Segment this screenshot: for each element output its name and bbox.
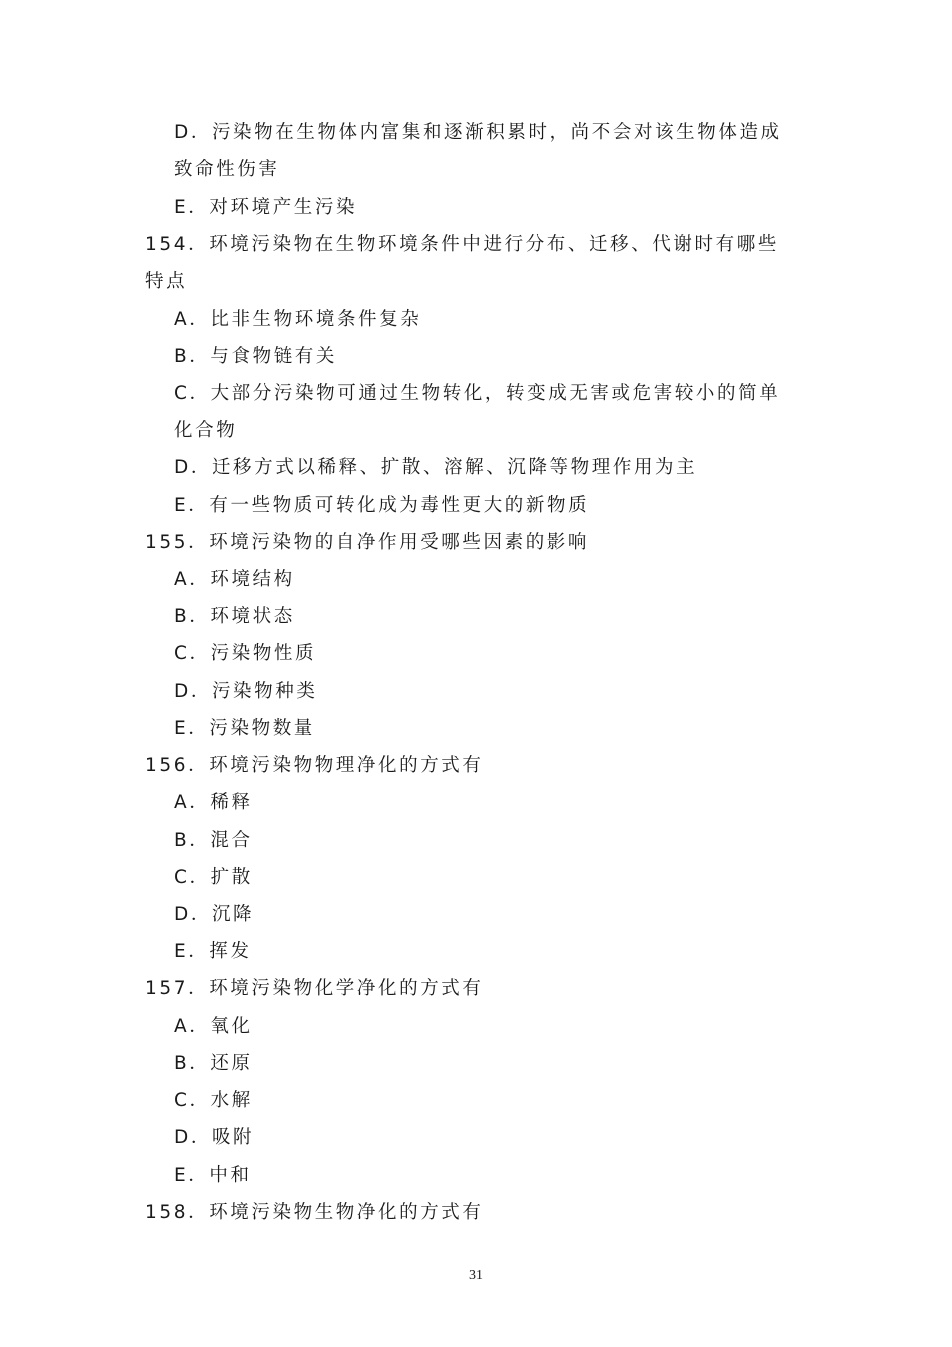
question-158: 158．环境污染物生物净化的方式有 [145, 1202, 484, 1223]
option-a-154: A．比非生物环境条件复杂 [174, 309, 422, 330]
option-e-157: E．中和 [174, 1165, 252, 1186]
option-d-155: D．污染物种类 [174, 681, 318, 702]
option-c-156: C．扩散 [174, 867, 253, 888]
question-157: 157．环境污染物化学净化的方式有 [145, 978, 484, 999]
option-c-154: C．大部分污染物可通过生物转化，转变成无害或危害较小的简单 [174, 383, 781, 404]
option-a-156: A．稀释 [174, 792, 253, 813]
option-a-155: A．环境结构 [174, 569, 295, 590]
question-154: 154．环境污染物在生物环境条件中进行分布、迁移、代谢时有哪些 [145, 234, 779, 255]
option-e-153: E．对环境产生污染 [174, 197, 358, 218]
option-d-153-cont: 致命性伤害 [174, 159, 280, 180]
question-154-cont: 特点 [145, 271, 188, 292]
option-e-156: E．挥发 [174, 941, 252, 962]
option-d-157: D．吸附 [174, 1127, 255, 1148]
option-c-154-cont: 化合物 [174, 420, 238, 441]
question-155: 155．环境污染物的自净作用受哪些因素的影响 [145, 532, 590, 553]
option-b-155: B．环境状态 [174, 606, 295, 627]
option-d-153: D．污染物在生物体内富集和逐渐积累时，尚不会对该生物体造成 [174, 122, 782, 143]
question-156: 156．环境污染物物理净化的方式有 [145, 755, 484, 776]
option-e-154: E．有一些物质可转化成为毒性更大的新物质 [174, 495, 590, 516]
option-b-156: B．混合 [174, 830, 253, 851]
option-b-157: B．还原 [174, 1053, 253, 1074]
option-c-157: C．水解 [174, 1090, 253, 1111]
page-number: 31 [469, 1268, 483, 1283]
option-b-154: B．与食物链有关 [174, 346, 337, 367]
option-c-155: C．污染物性质 [174, 643, 317, 664]
option-a-157: A．氧化 [174, 1016, 253, 1037]
option-d-156: D．沉降 [174, 904, 255, 925]
option-d-154: D．迁移方式以稀释、扩散、溶解、沉降等物理作用为主 [174, 457, 698, 478]
option-e-155: E．污染物数量 [174, 718, 315, 739]
